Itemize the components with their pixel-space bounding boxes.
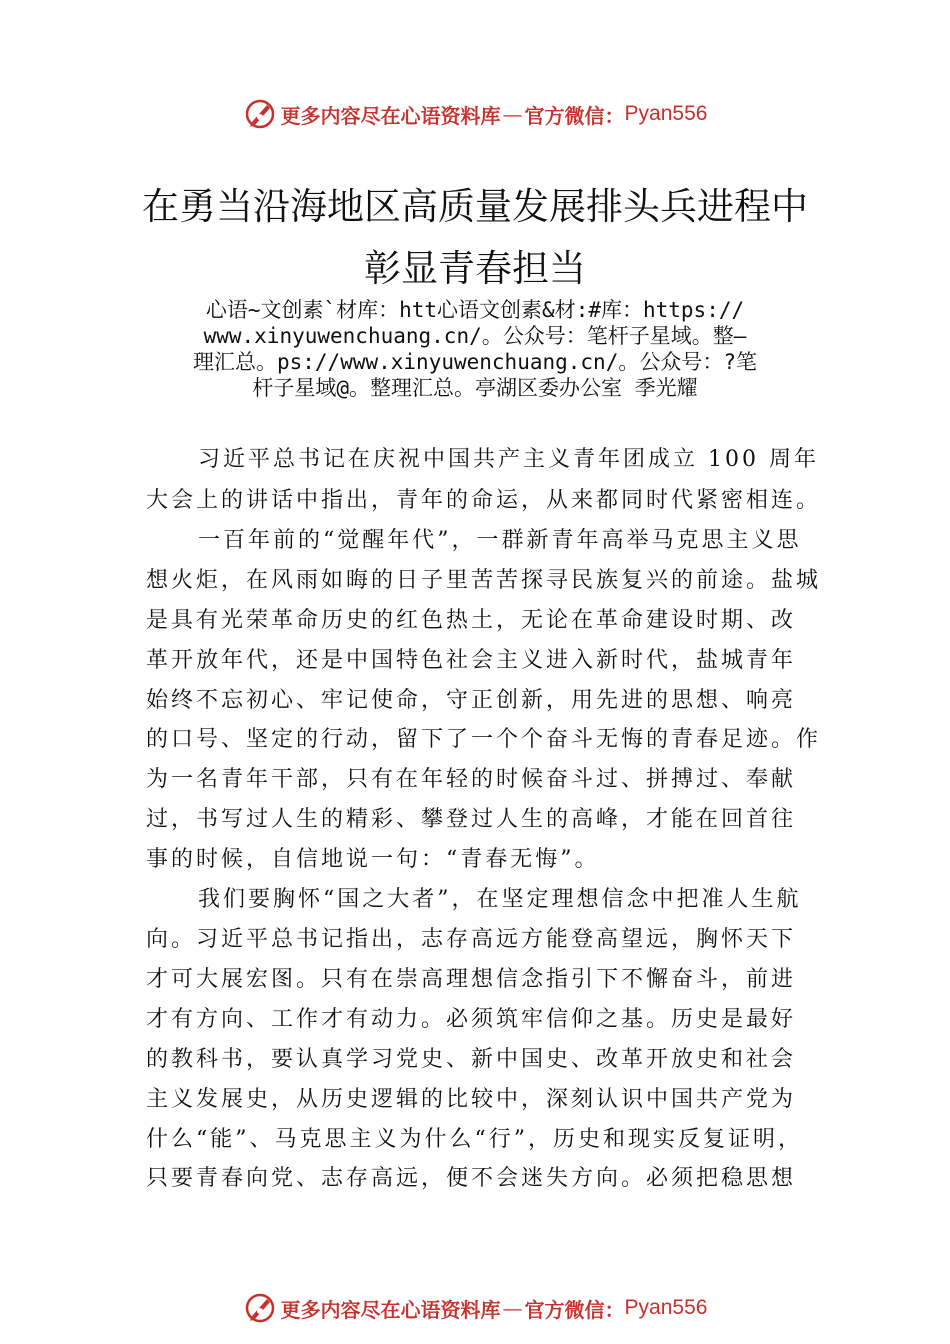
banner-wechat-label: 官方微信： [524,1297,625,1322]
body-line: 事的时候，自信地说一句：“青春无悔”。 [146,847,600,872]
pen-logo-icon [243,97,277,131]
body-line: 才可大展宏图。只有在崇高理想信念指引下不懈奋斗，前进 [146,967,797,992]
page-title-line2: 彰显青春担当 [364,247,586,290]
banner-text: 更多内容尽在心语资料库 [280,103,501,128]
body-line: 习近平总书记在庆祝中国共产主义青年团成立 100 周年 [198,447,819,472]
body-line: 是具有光荣革命历史的红色热土，无论在革命建设时期、改 [146,608,797,633]
body-line: 大会上的讲话中指出，青年的命运，从来都同时代紧密相连。 [146,488,822,513]
source-line: 理汇总。ps://www.xinyuwenchuang.cn/。公众号：?笔 [192,350,757,374]
body-line: 为一名青年干部，只有在年轻的时候奋斗过、拼搏过、奉献 [146,767,797,792]
banner-wechat-id: Pyan556 [624,1296,708,1319]
body-line: 始终不忘初心、牢记使命，守正创新，用先进的思想、响亮 [146,688,797,713]
body-line: 我们要胸怀“国之大者”，在坚定理想信念中把准人生航 [198,887,802,912]
banner-wechat-label: 官方微信： [524,103,625,128]
body-line: 想火炬，在风雨如晦的日子里苦苦探寻民族复兴的前途。盐城 [146,568,822,593]
source-line: 心语~文创素`材库：htt心语文创素&材:#库：https:// [205,298,745,322]
body-line: 向。习近平总书记指出，志存高远方能登高望远，胸怀天下 [146,927,797,952]
banner-dash: — [502,1296,523,1320]
body-line: 的教科书，要认真学习党史、新中国史、改革开放史和社会 [146,1047,797,1072]
body-line: 革开放年代，还是中国特色社会主义进入新时代，盐城青年 [146,648,797,673]
page-title-line1: 在勇当沿海地区高质量发展排头兵进程中 [142,185,808,228]
body-line: 一百年前的“觉醒年代”，一群新青年高举马克思主义思 [198,528,802,553]
banner-text: 更多内容尽在心语资料库 [280,1297,501,1322]
banner-wechat-id: Pyan556 [624,102,708,125]
body-line: 的口号、坚定的行动，留下了一个个奋斗无悔的青春足迹。作 [146,727,822,752]
body-line: 过，书写过人生的精彩、攀登过人生的高峰，才能在回首往 [146,807,797,832]
body-line: 什么“能”、马克思主义为什么“行”，历史和现实反复证明， [146,1127,803,1152]
banner-dash: — [502,102,523,126]
body-line: 只要青春向党、志存高远，便不会迷失方向。必须把稳思想 [146,1166,797,1191]
body-line: 才有方向、工作才有动力。必须筑牢信仰之基。历史是最好 [146,1007,797,1032]
header-banner [0,92,950,136]
source-block [140,297,810,401]
body-line: 主义发展史，从历史逻辑的比较中，深刻认识中国共产党为 [146,1087,797,1112]
pen-logo-icon [243,1291,277,1325]
footer-banner [0,1286,950,1330]
source-line: www.xinyuwenchuang.cn/。公众号：笔杆子星域。整— [203,324,747,348]
source-line: 杆子星域@。整理汇总。亭湖区委办公室 季光耀 [252,376,698,400]
